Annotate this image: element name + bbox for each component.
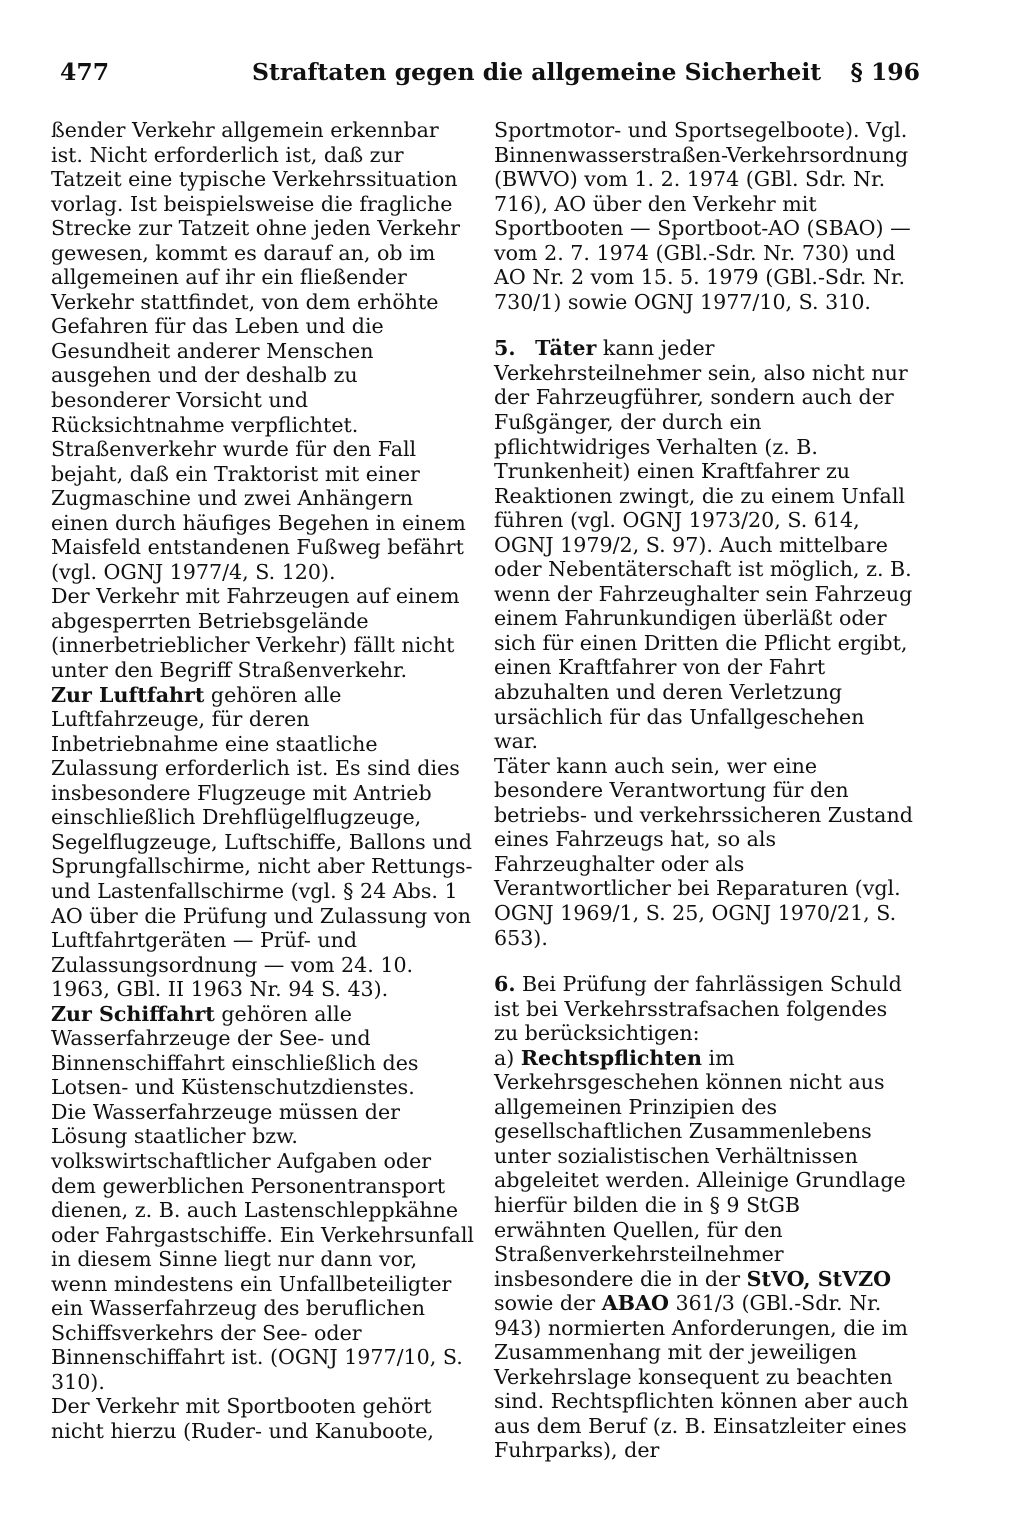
paragraph-text: Bei Prüfung der fahrlässigen Schuld ist bei Verkehrsstrafsachen folgendes zu berücksichtigen: [494,972,902,1046]
page-number: 477 [60,58,110,86]
page-title: Straftaten gegen die allgemeine Sicherheit [252,58,822,86]
left-column [51,118,476,1444]
paragraph: Täter kann auch sein, wer eine besondere Verantwortung für den betriebs- und verkehrssicheren Zustand eines Fahrzeugs hat, so als Fahrzeughalter oder als Verantwortlicher bei Reparaturen (vgl. OGNJ 1969/1, S. 25, OGNJ 1970/21, S. 653). [494,753,913,950]
paragraph-text: im Verkehrsgeschehen können nicht aus allgemeinen Prinzipien des gesellschaftlichen Zusammenlebens unter sozialistischen Verhältnissen abgeleitet werden. Alleinige Grundlage hierfür bilden die in § 9 StGB erwähnten Quellen, für den Straßenverkehrsteilnehmer insbesondere die in der [494,1045,906,1291]
bold-lead: Zur Luftfahrt [51,682,205,707]
paragraph [51,1002,476,1100]
paragraph: Die Wasserfahrzeuge müssen der Lösung staatlicher bzw. volkswirtschaftlicher Aufgaben oder dem gewerblichen Personentransport dienen, z. B. auch Lastenschleppkähne oder Fahrgastschiffe. Ein Verkehrsunfall in diesem Sinne liegt nur dann vor, wenn mindestens ein Unfallbeteiligter ein Wasserfahrzeug des beruflichen Schiffsverkehrs der See- oder Binnenschiffahrt ist. (OGNJ 1977/10, S. 310). [51,1099,474,1394]
paragraph [494,972,914,1046]
paragraph [51,683,476,1002]
paragraph-text: sowie der [494,1291,602,1316]
bold-term: StVO, StVZO [746,1266,892,1291]
section-number: § 196 [850,58,920,86]
list-label: a) [494,1045,521,1070]
paragraph-text: gehören alle Wasserfahrzeuge der See- und Binnenschiffahrt einschließlich des Lotsen- und Küstenschutzdienstes. [51,1001,419,1100]
running-header [60,58,920,98]
section-marker: 6. [494,972,516,997]
right-column [494,118,914,1463]
paragraph-text: 361/3 (GBl.-Sdr. Nr. 943) normierten Anforderungen, die im Zusammenhang mit der jeweiligen Verkehrslage konsequent zu beachten sind. Rechtspflichten können aber auch aus dem Beruf (z. B. Einsatzleiter eines Fuhrparks), der [494,1291,909,1463]
list-item [494,1046,914,1463]
bold-lead: Täter [535,336,597,361]
bold-lead: Rechtspflichten [520,1045,702,1070]
paragraph: Der Verkehr mit Sportbooten gehört nicht hierzu (Ruder- und Kanuboote, [51,1394,434,1443]
paragraph [494,336,914,753]
bold-lead: Zur Schiffahrt [51,1001,215,1026]
paragraph: Straßenverkehr wurde für den Fall bejaht, daß ein Traktorist mit einer Zugmaschine und zwei Anhängern einen durch häufiges Begehen in einem Maisfeld entstandenen Fußweg befährt (vgl. OGNJ 1977/4, S. 120). [51,437,466,584]
paragraph: ßender Verkehr allgemein erkennbar ist. Nicht erforderlich ist, daß zur Tatzeit eine typische Verkehrssituation vorlag. Ist beispielsweise die fragliche Strecke zur Tatzeit ohne jeden Verkehr gewesen, kommt es darauf an, ob im allgemeinen auf ihr ein fließender Verkehr stattfindet, von dem erhöhte Gefahren für das Leben und die Gesundheit anderer Menschen ausgehen und der deshalb zu besonderer Vorsicht und Rücksichtnahme verpflichtet. [51,118,460,437]
paragraph: Sportmotor- und Sportsegelboote). Vgl. Binnenwasserstraßen-Verkehrsordnung (BWVO) vom 1. 2. 1974 (GBl. Sdr. Nr. 716), AO über den Verkehr mit Sportbooten — Sportboot-AO (SBAO) — vom 2. 7. 1974 (GBl.-Sdr. Nr. 730) und AO Nr. 2 vom 15. 5. 1979 (GBl.-Sdr. Nr. 730/1) sowie OGNJ 1977/10, S. 310. [494,118,911,314]
paragraph: Der Verkehr mit Fahrzeugen auf einem abgesperrten Betriebsgelände (innerbetrieblicher Verkehr) fällt nicht unter den Begriff Straßenverkehr. [51,584,460,683]
paragraph-text: gehören alle Luftfahrzeuge, für deren Inbetriebnahme eine staatliche Zulassung erforderlich ist. Es sind dies insbesondere Flugzeuge mit Antrieb einschließlich Drehflügelflugzeuge, Segelflugzeuge, Luftschiffe, Ballons und Sprungfallschirme, nicht aber Rettungs- und Lastenfallschirme (vgl. § 24 Abs. 1 AO über die Prüfung und Zulassung von Luftfahrtgeräten — Prüf- und Zulassungsordnung — vom 24. 10. 1963, GBl. II 1963 Nr. 94 S. 43). [51,682,473,1002]
section-marker: 5. [494,336,516,361]
paragraph-text: kann jeder Verkehrsteilnehmer sein, also nicht nur der Fahrzeugführer, sondern auch der Fußgänger, der durch ein pflichtwidriges Verhalten (z. B. Trunkenheit) einen Kraftfahrer zu Reaktionen zwingt, die zu einem Unfall führen (vgl. OGNJ 1973/20, S. 614, OGNJ 1979/2, S. 97). Auch mittelbare oder Nebentäterschaft ist möglich, z. B. wenn der Fahrzeughalter sein Fahrzeug einem Fahrunkundigen überläßt oder sich für einen Dritten die Pflicht ergibt, einen Kraftfahrer von der Fahrt abzuhalten und deren Verletzung ursächlich für das Unfallgeschehen war. [494,336,913,754]
bold-term: ABAO [601,1291,669,1316]
